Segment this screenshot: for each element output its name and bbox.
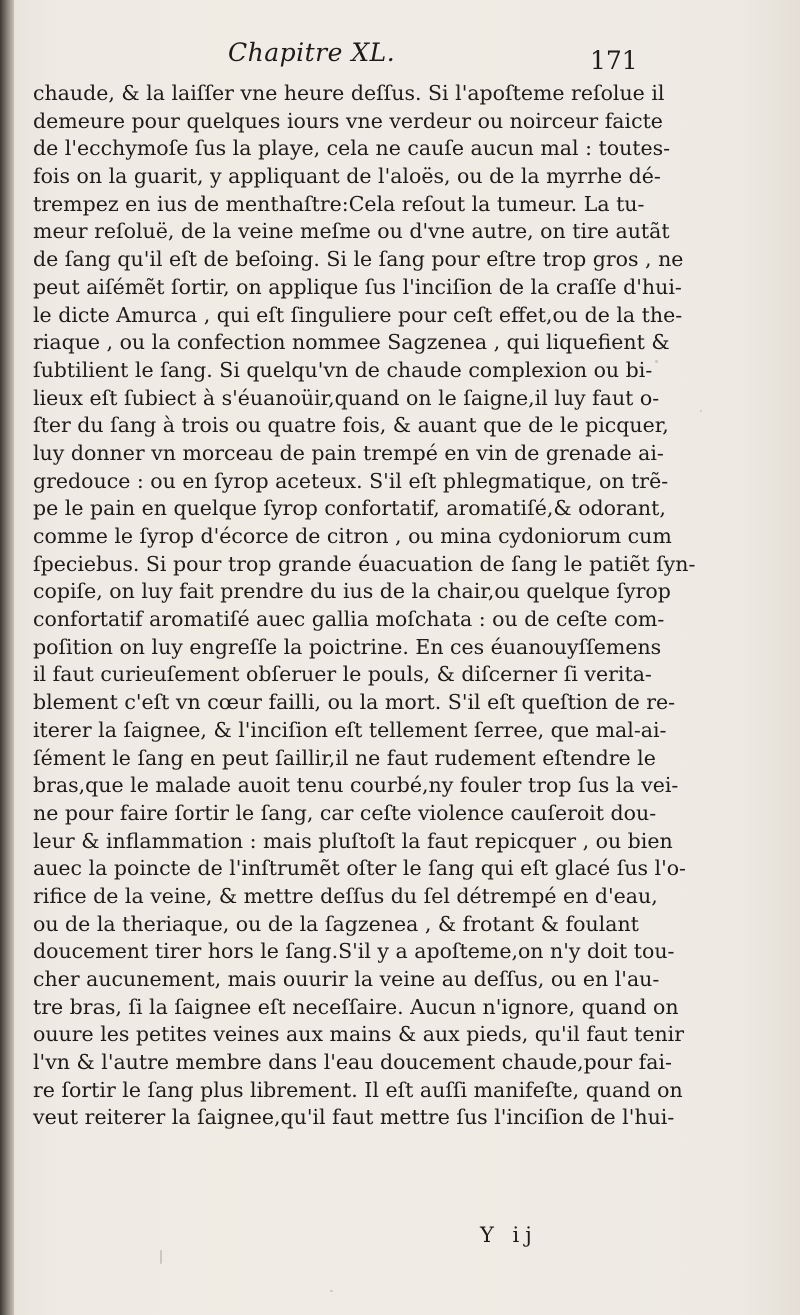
text-line: chaude, & la laiſſer vne heure deſſus. Si l'apoſteme reſolue il — [33, 81, 665, 105]
paper-speck — [330, 1290, 333, 1292]
text-line: leur & inflammation : mais pluſtoſt la faut repicquer , ou bien — [33, 828, 673, 853]
text-line: luy donner vn morceau de pain trempé en vin de grenade ai- — [33, 440, 664, 465]
text-line: confortatif aromatiſé auec gallia moſchata : ou de ceſte com- — [33, 607, 665, 632]
text-line: meur reſoluë, de la veine meſme ou d'vne autre, on tire autãt — [33, 219, 670, 244]
text-line: doucement tirer hors le ſang.S'il y a apoſteme,on n'y doit tou- — [33, 939, 675, 964]
text-line: fois on la guarit, y appliquant de l'aloës, ou de la myrrhe dé- — [33, 164, 661, 189]
paper-speck — [700, 410, 702, 412]
text-line: gredouce : ou en ſyrop aceteux. S'il eſt phlegmatique, on trẽ- — [33, 468, 669, 493]
paper-speck — [655, 360, 658, 363]
body-text — [33, 80, 696, 1132]
page-header — [0, 38, 800, 78]
text-line: ſpeciebus. Si pour trop grande éuacuation de ſang le patiẽt ſyn- — [33, 551, 696, 576]
text-line: de ſang qu'il eſt de beſoing. Si le ſang pour eſtre trop gros , ne — [33, 247, 684, 272]
running-title: Chapitre XL. — [228, 38, 396, 67]
text-line: comme le ſyrop d'écorce de citron , ou mina cydoniorum cum — [33, 524, 672, 548]
text-line: ſter du ſang à trois ou quatre fois, & auant que de le picquer, — [33, 413, 669, 438]
text-line: auec la poincte de l'inſtrumẽt oſter le ſang qui eſt glacé ſus l'o- — [33, 856, 686, 881]
text-line: ſubtilient le ſang. Si quelqu'vn de chaude complexion ou bi- — [33, 357, 653, 382]
text-line: riaque , ou la confection nommee Sagzenea , qui liquefient & — [33, 330, 670, 355]
text-line: demeure pour quelques iours vne verdeur ou noirceur faicte — [33, 108, 663, 133]
text-line: le dicte Amurca , qui eſt ſinguliere pour ceſt effet,ou de la the- — [33, 302, 683, 327]
text-line: lieux eſt ſubiect à s'éuanoüir,quand on le ſaigne,il luy faut o- — [33, 385, 660, 410]
text-line: ouure les petites veines aux mains & aux pieds, qu'il faut tenir — [33, 1022, 685, 1047]
text-line: re ſortir le ſang plus librement. Il eſt auſſi manifeſte, quand on — [33, 1077, 683, 1102]
paper-speck — [160, 1250, 162, 1264]
text-line: ou de la theriaque, ou de la ſagzenea , & frotant & foulant — [33, 911, 639, 936]
text-line: pe le pain en quelque ſyrop confortatif, aromatiſé,& odorant, — [33, 496, 666, 521]
text-line: peut aiſémẽt ſortir, on applique ſus l'inciſion de la craſſe d'hui- — [33, 274, 682, 299]
text-line: poſition on luy engreſſe la poictrine. En ces éuanouyſſemens — [33, 634, 662, 659]
text-line: il faut curieuſement obſeruer le pouls, & diſcerner ſi verita- — [33, 662, 652, 687]
page-number: 171 — [590, 46, 638, 75]
text-line: ne pour faire ſortir le ſang, car ceſte violence cauſeroit dou- — [33, 800, 657, 825]
text-line: l'vn & l'autre membre dans l'eau doucement chaude,pour fai- — [33, 1050, 672, 1075]
text-line: tre bras, ſi la ſaignee eſt neceſſaire. Aucun n'ignore, quand on — [33, 994, 679, 1019]
text-line: trempez en ius de menthaſtre:Cela reſout la tumeur. La tu- — [33, 191, 645, 216]
text-line: blement c'eſt vn cœur failli, ou la mort. S'il eſt queſtion de re- — [33, 690, 676, 715]
text-line: iterer la ſaignee, & l'inciſion eſt tellement ſerree, que mal-ai- — [33, 717, 667, 742]
page-gutter-shadow — [0, 0, 14, 1315]
signature-mark: Y ij — [480, 1223, 538, 1247]
text-line: de l'ecchymoſe ſus la playe, cela ne cauſe aucun mal : toutes- — [33, 136, 671, 161]
text-line: rifice de la veine, & mettre deſſus du ſel détrempé en d'eau, — [33, 883, 658, 908]
text-line: copiſe, on luy fait prendre du ius de la chair,ou quelque ſyrop — [33, 579, 671, 604]
text-line: bras,que le malade auoit tenu courbé,ny fouler trop ſus la vei- — [33, 773, 679, 798]
text-line: ſément le ſang en peut ſaillir,il ne faut rudement eſtendre le — [33, 745, 656, 770]
text-line: cher aucunement, mais ouurir la veine au deſſus, ou en l'au- — [33, 967, 660, 991]
text-line: veut reiterer la ſaignee,qu'il faut mettre ſus l'inciſion de l'hui- — [33, 1105, 675, 1130]
